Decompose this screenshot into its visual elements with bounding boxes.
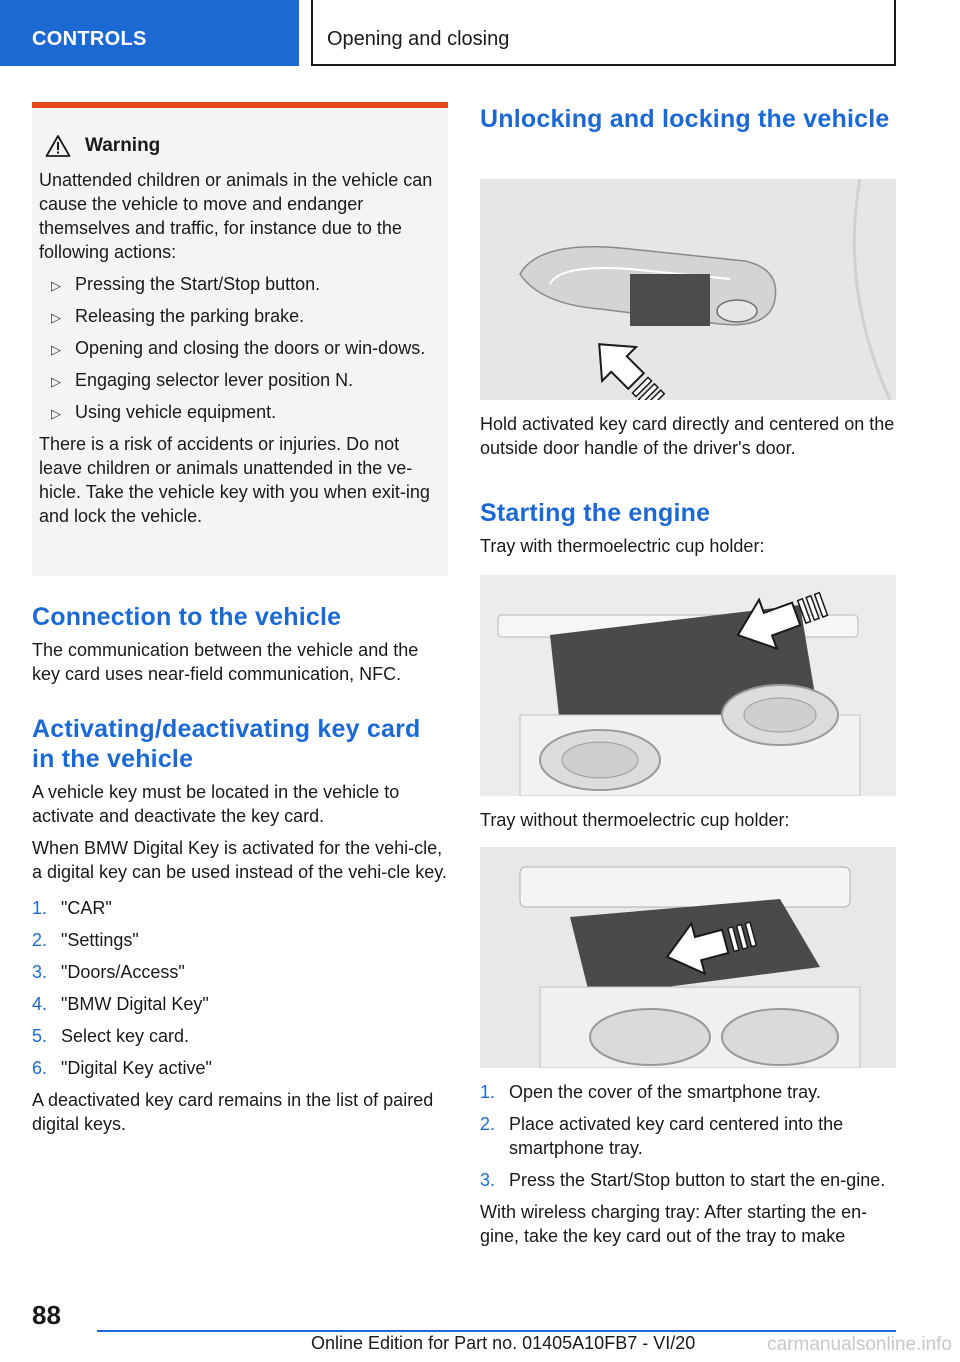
list-item: ▷ Using vehicle equipment. <box>39 400 440 424</box>
tray-without-cup-holder-illustration <box>480 847 896 1068</box>
warning-title: Warning <box>85 135 161 156</box>
step-item: 6. "Digital Key active" <box>32 1058 212 1078</box>
tray-with-cup-holder-illustration <box>480 575 896 796</box>
connection-section <box>32 602 448 686</box>
page-number: 88 <box>32 1300 61 1330</box>
activating-heading: Activating/deactivating key card in the vehicle <box>32 715 421 773</box>
starting-heading: Starting the engine <box>480 499 711 527</box>
list-item: ▷ Engaging selector lever position N. <box>39 368 440 392</box>
tray-plain-image <box>480 847 896 1068</box>
list-item: ▷ Opening and closing the doors or win-dows. <box>39 336 440 360</box>
activating-paragraph-3: A deactivated key card remains in the list of paired digital keys. <box>32 1090 434 1134</box>
triangle-bullet-icon: ▷ <box>51 342 61 357</box>
unlocking-text: Hold activated key card directly and centered on the outside door handle of the driver's door. <box>480 414 895 458</box>
list-item: ▷ Releasing the parking brake. <box>39 304 440 328</box>
edition-text: Online Edition for Part no. 01405A10FB7 - VI/20 <box>311 1333 696 1353</box>
chapter-title: Opening and closing <box>327 28 510 50</box>
warning-box <box>32 102 448 576</box>
step-item: 3. Press the Start/Stop button to start the en-gine. <box>480 1170 886 1190</box>
triangle-bullet-icon: ▷ <box>51 374 61 389</box>
step-item: 1. "CAR" <box>32 898 112 918</box>
unlocking-heading: Unlocking and locking the vehicle <box>480 105 890 133</box>
activating-paragraph-1: A vehicle key must be located in the vehicle to activate and deactivate the key card. <box>32 782 400 826</box>
warning-intro: Unattended children or animals in the vehicle can cause the vehicle to move and endanger themselves and traffic, for instance due to the following actions: <box>39 170 433 262</box>
caption-2-block <box>480 808 896 832</box>
triangle-bullet-icon: ▷ <box>51 278 61 293</box>
step-item: 2. "Settings" <box>32 930 139 950</box>
warning-triangle-icon <box>45 134 71 158</box>
step-item: 4. "BMW Digital Key" <box>32 994 209 1014</box>
warning-action-list <box>39 272 440 424</box>
starting-steps-block <box>480 1080 896 1248</box>
starting-steps <box>480 1080 896 1192</box>
watermark: carmanualsonline.info <box>767 1334 952 1355</box>
step-item: 5. Select key card. <box>32 1026 190 1046</box>
triangle-bullet-icon: ▷ <box>51 406 61 421</box>
starting-caption-1: Tray with thermoelectric cup holder: <box>480 536 765 556</box>
starting-caption-2: Tray without thermoelectric cup holder: <box>480 810 790 830</box>
list-item: ▷ Pressing the Start/Stop button. <box>39 272 440 296</box>
starting-tail-text: With wireless charging tray: After starting the en-gine, take the key card out of the tray to make <box>480 1202 868 1246</box>
footer-rule <box>97 1330 896 1332</box>
section-tab <box>0 0 299 66</box>
connection-text: The communication between the vehicle and the key card uses near-field communication, NFC. <box>32 640 419 684</box>
tray-thermo-image <box>480 575 896 796</box>
door-handle-illustration <box>480 179 896 400</box>
warning-outro: There is a risk of accidents or injuries. Do not leave children or animals unattended in the ve-hicle. Take the vehicle key with you when exit-ing and lock the vehicle. <box>39 434 430 526</box>
step-item: 1. Open the cover of the smartphone tray. <box>480 1082 821 1102</box>
door-handle-image <box>480 179 896 400</box>
unlocking-section <box>480 104 896 134</box>
step-item: 2. Place activated key card centered into the smartphone tray. <box>480 1114 844 1158</box>
warning-header <box>45 134 440 158</box>
starting-section <box>480 498 896 558</box>
activating-paragraph-2: When BMW Digital Key is activated for the vehi-cle, a digital key can be used instead of the vehi-cle key. <box>32 838 447 882</box>
unlocking-text-block <box>480 412 896 460</box>
step-item: 3. "Doors/Access" <box>32 962 185 982</box>
chapter-box <box>311 0 896 66</box>
triangle-bullet-icon: ▷ <box>51 310 61 325</box>
activating-section <box>32 714 448 1136</box>
connection-heading: Connection to the vehicle <box>32 603 342 631</box>
section-title: CONTROLS <box>32 28 147 50</box>
activating-steps <box>32 896 448 1080</box>
